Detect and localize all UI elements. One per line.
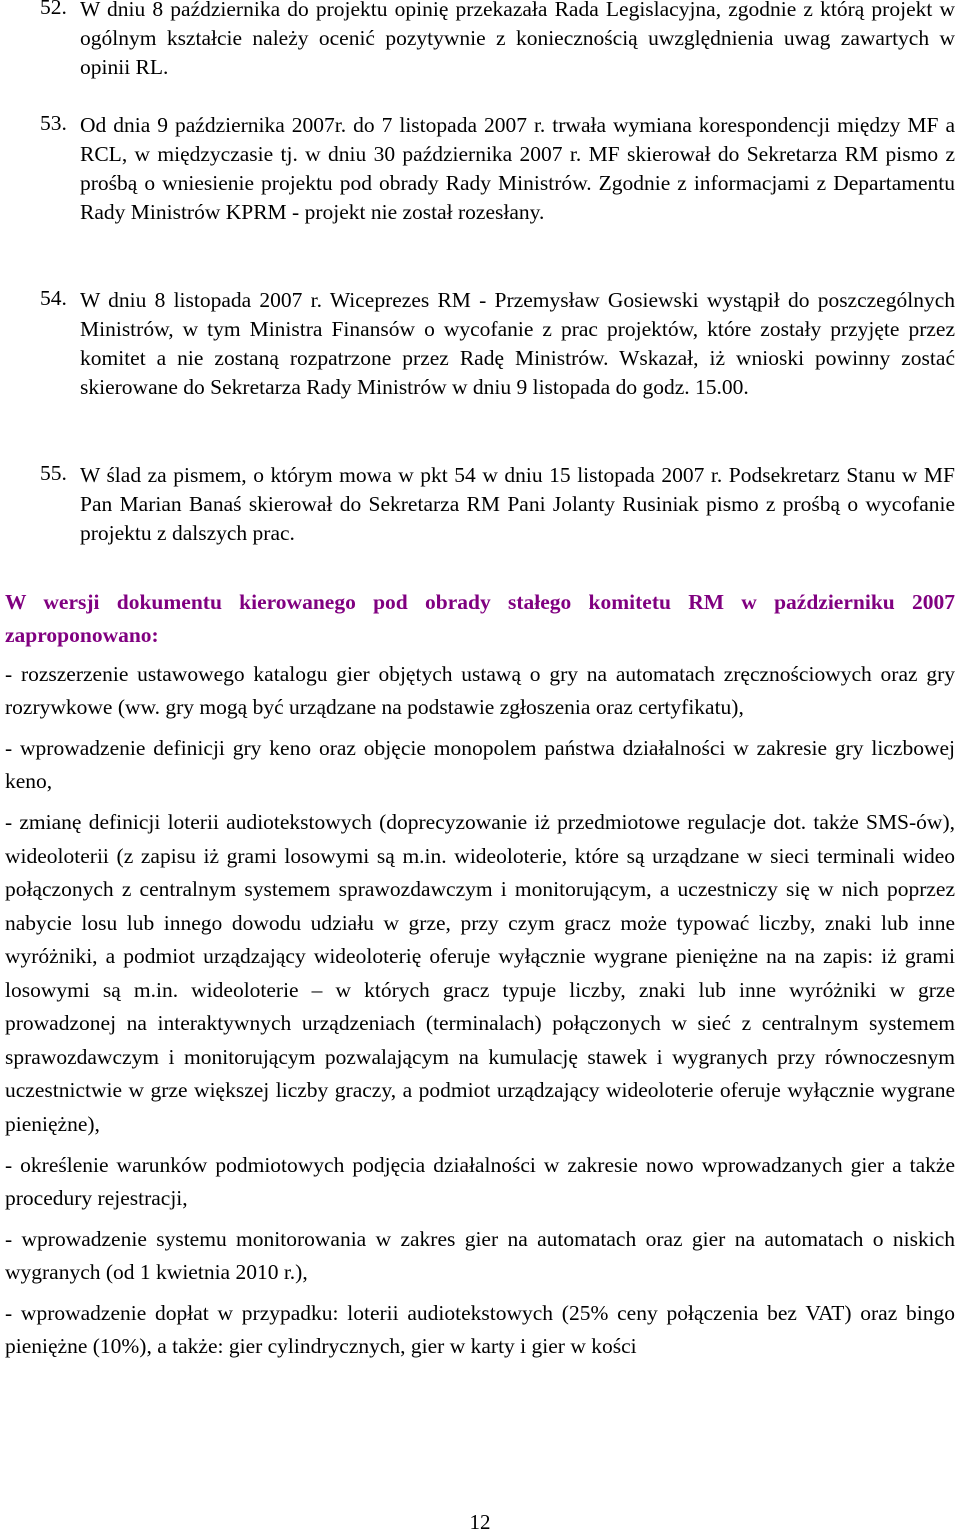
numbered-paragraph: [40, 286, 955, 402]
numbered-paragraph: [40, 111, 955, 227]
list-item: - rozszerzenie ustawowego katalogu gier objętych ustawą o gry na automatach zręcznościowych oraz gry rozrywkowe (ww. gry mogą być urządzane na podstawie zgłoszenia oraz certyfikatu),: [5, 662, 955, 719]
list-item: - zmianę definicji loterii audiotekstowych (doprecyzowanie iż przedmiotowe regulacje dot. także SMS-ów), wideoloterii (z zapisu iż grami losowymi są m.in. wideoloterie, które są urządzane w sieci terminali wideo połączonych z centralnym systemem sprawozdawczym i monitorującym, a uczestniczy się w nich poprzez nabycie losu lub innego dowodu udziału w grze, przy czym gracz może typować liczby, znaki lub inne wyróżniki, a podmiot urządzający wideoloterię oferuje wyłącznie wygrane pieniężne na na zapis: iż grami losowymi są m.in. wideoloterie – w których gracz typuje liczby, znaki lub inne wyróżniki w grze prowadzonej na interaktywnych urządzeniach (terminalach) połączonych w sieć z centralnym systemem sprawozdawczym i monitorującym pozwalającym na kumulację stawek i wygranych przy równoczesnym uczestnictwie w grze większej liczby graczy, a podmiot urządzający wideoloterie oferuje wyłącznie wygrane pieniężne),: [5, 810, 955, 1136]
list-item: - wprowadzenie dopłat w przypadku: loterii audiotekstowych (25% ceny połączenia bez VAT) oraz bingo pieniężne (10%), a także: gier cylindrycznych, gier w karty i gier w kości: [5, 1301, 955, 1358]
list-item: - wprowadzenie definicji gry keno oraz objęcie monopolem państwa działalności w zakresie gry liczbowej keno,: [5, 736, 955, 793]
numbered-paragraph: [40, 461, 955, 548]
paragraph-text: Od dnia 9 października 2007r. do 7 listopada 2007 r. trwała wymiana korespondencji między MF a RCL, w międzyczasie tj. w dniu 30 października 2007 r. MF skierował do Sekretarza RM pismo z prośbą o wniesienie projektu pod obrady Rady Ministrów. Zgodnie z informacjami z Departamentu Rady Ministrów KPRM - projekt nie został rozesłany.: [80, 113, 955, 225]
paragraph-number: 52.: [40, 0, 67, 19]
paragraph-number: 55.: [40, 461, 67, 485]
section-heading: W wersji dokumentu kierowanego pod obrady stałego komitetu RM w październiku 2007 zaproponowano:: [5, 590, 955, 647]
paragraph-text: W dniu 8 listopada 2007 r. Wiceprezes RM - Przemysław Gosiewski wystąpił do poszczególnych Ministrów, w tym Ministra Finansów o wycofanie z prac projektów, które zostały przyjęte przez komitet a nie zostaną rozpatrzone przez Radę Ministrów. Wskazał, iż wnioski powinny zostać skierowane do Sekretarza Rady Ministrów w dniu 9 listopada do godz. 15.00.: [80, 288, 955, 400]
list-item: - określenie warunków podmiotowych podjęcia działalności w zakresie nowo wprowadzanych gier a także procedury rejestracji,: [5, 1153, 955, 1210]
paragraph-text: W ślad za pismem, o którym mowa w pkt 54 w dniu 15 listopada 2007 r. Podsekretarz Stanu w MF Pan Marian Banaś skierował do Sekretarza RM Pani Jolanty Rusiniak pismo z prośbą o wycofanie projektu z dalszych prac.: [80, 463, 955, 546]
numbered-paragraph: [40, 0, 955, 82]
paragraph-number: 54.: [40, 286, 67, 310]
paragraph-text: W dniu 8 października do projektu opinię przekazała Rada Legislacyjna, zgodnie z którą projekt w ogólnym kształcie należy ocenić pozytywnie z koniecznością uwzględnienia uwag zawartych w opinii RL.: [80, 0, 955, 80]
list-item: - wprowadzenie systemu monitorowania w zakres gier na automatach oraz gier na automatach o niskich wygranych (od 1 kwietnia 2010 r.),: [5, 1227, 955, 1284]
proposal-list: [5, 658, 955, 1371]
page-number: 12: [469, 1510, 491, 1534]
paragraph-number: 53.: [40, 111, 67, 135]
